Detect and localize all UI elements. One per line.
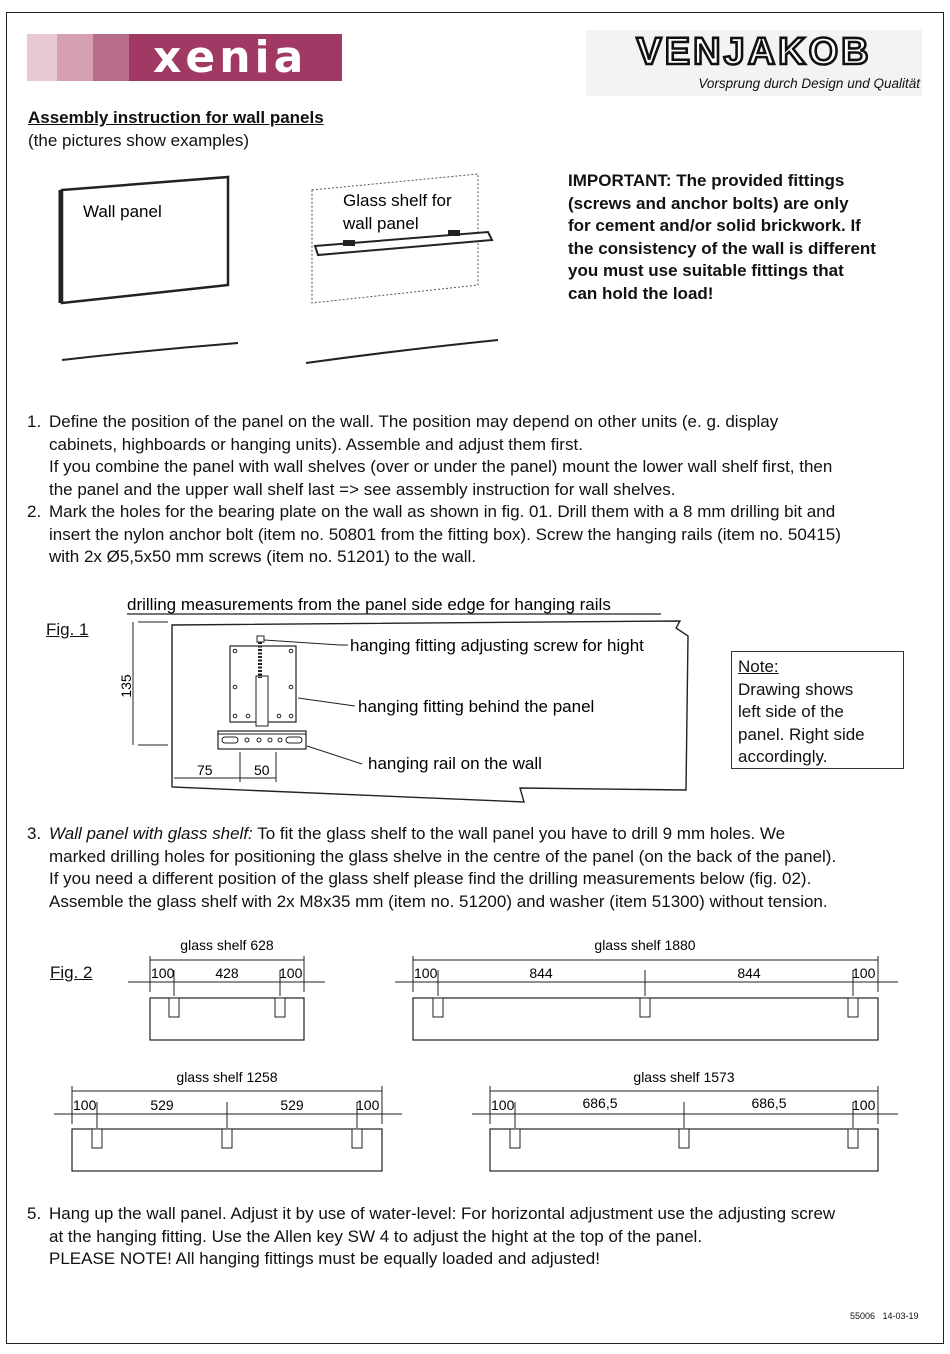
dim: 100 [73, 1097, 97, 1113]
venjakob-tagline: Vorsprung durch Design und Qualität [698, 76, 920, 91]
dim: 100 [852, 965, 876, 981]
step-line: Mark the holes for the bearing plate on the wall as shown in fig. 01. Drill them with a 8 mm drilling bit and [49, 502, 836, 521]
dim-135: 135 [118, 674, 134, 698]
step-line: PLEASE NOTE! All hanging fittings must be equally loaded and adjusted! [49, 1249, 600, 1269]
note-heading: Note: [738, 657, 779, 676]
dim: 844 [529, 965, 553, 981]
dim: 529 [280, 1097, 304, 1113]
glass-shelf-illustration [306, 174, 498, 363]
important-line: for cement and/or solid brickwork. If [568, 216, 861, 236]
step-line: cabinets, highboards or hanging units). Assemble and adjust them first. [49, 434, 583, 454]
callout-adjusting-screw: hanging fitting adjusting screw for hight [350, 636, 644, 655]
shelf-1880 [395, 937, 898, 1040]
wall-panel-label: Wall panel [83, 202, 162, 221]
dim: 529 [150, 1097, 174, 1113]
shelf-628 [128, 937, 325, 1040]
venjakob-wordmark: VENJAKOB [636, 31, 872, 73]
dim-50: 50 [254, 762, 270, 778]
note-box [731, 651, 904, 769]
step-line: If you combine the panel with wall shelves (over or under the panel) mount the lower wall shelf first, then [49, 457, 833, 477]
fig1-heading: drilling measurements from the panel side edge for hanging rails [127, 595, 611, 614]
note-line: panel. Right side [738, 724, 865, 744]
step-line: insert the nylon anchor bolt (item no. 50801 from the fitting box). Screw the hanging rails (item no. 50415) [49, 524, 841, 544]
callout-hanging-fitting: hanging fitting behind the panel [358, 697, 595, 716]
dim: 100 [279, 965, 303, 981]
page-title: Assembly instruction for wall panels [28, 108, 324, 127]
shelf-1573 [472, 1069, 898, 1171]
dim: 100 [852, 1097, 876, 1113]
shelf-title: glass shelf 1573 [633, 1069, 735, 1085]
callout-hanging-rail: hanging rail on the wall [368, 754, 542, 773]
wall-panel-illustration [60, 177, 238, 360]
step-line: Define the position of the panel on the wall. The position may depend on other units (e. g. display [49, 412, 779, 431]
venjakob-logo-graphic [586, 30, 922, 96]
glass-shelf-label-2: wall panel [343, 214, 419, 233]
step-line: the panel and the upper wall shelf last => see assembly instruction for wall shelves. [49, 479, 676, 499]
note-line: Drawing shows [738, 679, 854, 699]
step-line: To fit the glass shelf to the wall panel you have to drill 9 mm holes. We [252, 824, 786, 843]
dim: 686,5 [582, 1095, 618, 1111]
note-line: left side of the [738, 702, 844, 721]
shelf-title: glass shelf 628 [180, 937, 274, 953]
step-number: 5. [27, 1204, 42, 1223]
step-line: Hang up the wall panel. Adjust it by use of water-level: For horizontal adjustment use the adjusting screw [49, 1204, 836, 1223]
step-1 [27, 411, 927, 501]
dim: 100 [491, 1097, 515, 1113]
step-number: 1. [27, 412, 42, 431]
step-5 [27, 1203, 927, 1271]
footer-doc-number: 55006 14-03-19 [850, 1311, 919, 1321]
dim: 844 [737, 965, 761, 981]
step-line: Assemble the glass shelf with 2x M8x35 mm (item no. 51200) and washer (item 51300) without tension. [49, 891, 828, 911]
xenia-logo [27, 34, 342, 81]
step-number: 3. [27, 824, 42, 843]
step-line: at the hanging fitting. Use the Allen key SW 4 to adjust the hight at the top of the panel. [49, 1226, 703, 1246]
shelf-title: glass shelf 1258 [176, 1069, 278, 1085]
dim: 100 [356, 1097, 380, 1113]
dim: 100 [414, 965, 438, 981]
step-line: If you need a different position of the glass shelf please find the drilling measurements below (fig. 02). [49, 869, 812, 889]
fig1-drawing [100, 590, 700, 810]
glass-shelf-label-1: Glass shelf for [343, 191, 452, 210]
step-2 [27, 501, 927, 569]
important-line: the consistency of the wall is different [568, 238, 876, 258]
dim: 428 [215, 965, 239, 981]
important-line: you must use suitable fittings that [568, 261, 844, 281]
dim: 686,5 [751, 1095, 787, 1111]
step-line: marked drilling holes for positioning the glass shelve in the centre of the panel (on the back of the panel). [49, 846, 837, 866]
step-line: with 2x Ø5,5x50 mm screws (item no. 51201) to the wall. [49, 547, 477, 567]
product-illustrations [40, 160, 520, 375]
important-line: (screws and anchor bolts) are only [568, 193, 849, 213]
step-lead: Wall panel with glass shelf: [49, 824, 253, 843]
important-notice [568, 170, 918, 306]
dim: 100 [151, 965, 175, 981]
step-number: 2. [27, 502, 42, 521]
fig1-label: Fig. 1 [46, 620, 89, 639]
venjakob-logo [586, 30, 922, 96]
note-line: accordingly. [738, 747, 828, 766]
shelf-title: glass shelf 1880 [594, 937, 696, 953]
step-3 [27, 823, 927, 913]
shelf-1258 [54, 1069, 402, 1171]
fig2-drawing [0, 930, 950, 1180]
important-line: IMPORTANT: The provided fittings [568, 171, 845, 190]
important-line: can hold the load! [568, 283, 714, 303]
page-subtitle: (the pictures show examples) [28, 131, 250, 150]
fig2-label: Fig. 2 [50, 963, 93, 982]
xenia-logo-text: xenia [129, 34, 342, 81]
dim-75: 75 [197, 762, 213, 778]
